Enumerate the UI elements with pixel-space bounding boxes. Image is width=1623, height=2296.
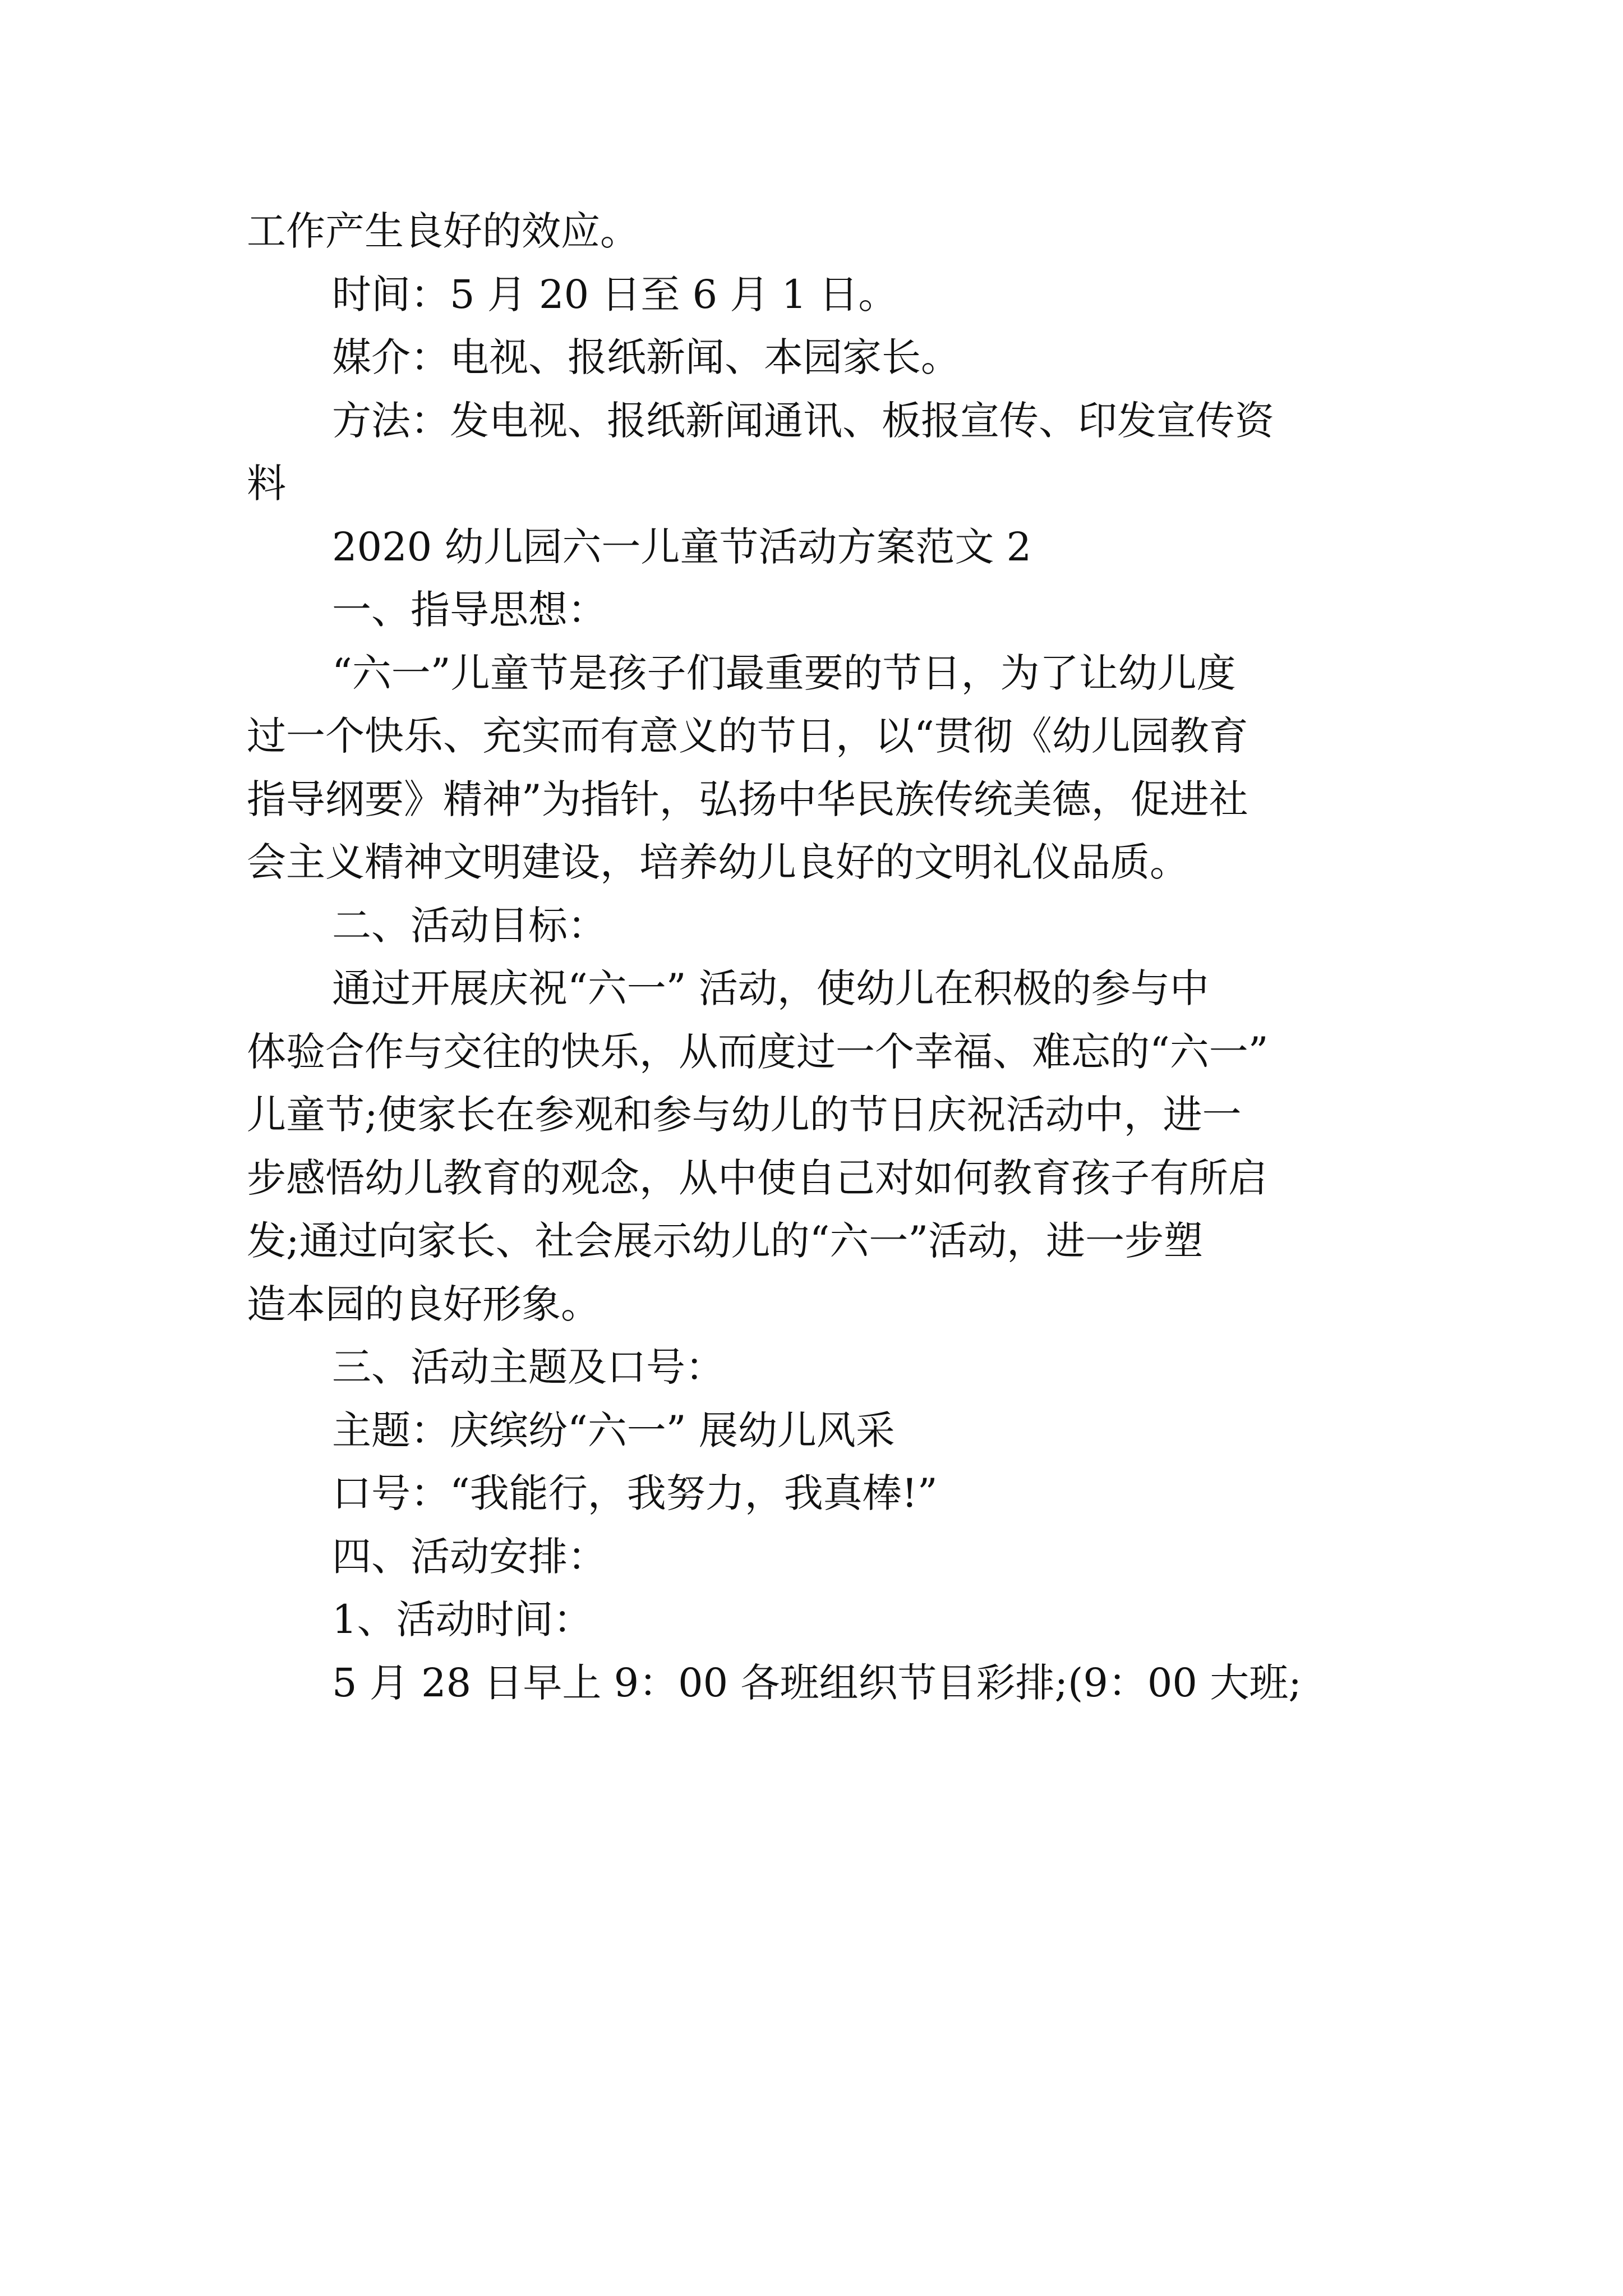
subsection-heading: 1、活动时间：: [332, 1596, 593, 1642]
body-line: 方法：发电视、报纸新闻通讯、板报宣传、印发宣传资: [332, 397, 1274, 444]
document-body: [247, 200, 1380, 1714]
body-line: 工作产生良好的效应。: [247, 208, 639, 254]
body-line: 发;通过向家长、社会展示幼儿的“六一”活动，进一步塑: [247, 1218, 1204, 1264]
section-heading: 二、活动目标：: [332, 902, 607, 949]
body-line: 造本园的良好形象。: [247, 1281, 600, 1327]
section-heading: 三、活动主题及口号：: [332, 1344, 725, 1390]
body-line: 体验合作与交往的快乐，从而度过一个幸福、难忘的“六一”: [247, 1028, 1269, 1075]
body-line: 媒介：电视、报纸新闻、本园家长。: [332, 334, 960, 380]
section-title: 2020 幼儿园六一儿童节活动方案范文 2: [332, 523, 1032, 570]
body-line: 儿童节;使家长在参观和参与幼儿的节日庆祝活动中，进一: [247, 1092, 1242, 1138]
body-line: 通过开展庆祝“六一” 活动，使幼儿在积极的参与中: [332, 965, 1209, 1011]
section-heading: 四、活动安排：: [332, 1533, 607, 1580]
body-line: 指导纲要》精神”为指针，弘扬中华民族传统美德，促进社: [247, 776, 1248, 822]
body-line: 过一个快乐、充实而有意义的节日，以“贯彻《幼儿园教育: [247, 713, 1248, 759]
body-line: 口号：“我能行，我努力，我真棒!”: [332, 1470, 938, 1516]
body-line: 5 月 28 日早上 9：00 各班组织节目彩排;(9：00 大班;: [332, 1659, 1302, 1706]
body-line: 会主义精神文明建设，培养幼儿良好的文明礼仪品质。: [247, 839, 1189, 885]
body-line: 时间：5 月 20 日至 6 月 1 日。: [332, 271, 898, 318]
body-line: “六一”儿童节是孩子们最重要的节日，为了让幼儿度: [332, 650, 1236, 696]
body-line: 步感悟幼儿教育的观念，从中使自己对如何教育孩子有所启: [247, 1154, 1267, 1201]
body-line: 主题：庆缤纷“六一” 展幼儿风采: [332, 1407, 895, 1453]
body-line: 料: [247, 461, 286, 507]
section-heading: 一、指导思想：: [332, 587, 607, 633]
